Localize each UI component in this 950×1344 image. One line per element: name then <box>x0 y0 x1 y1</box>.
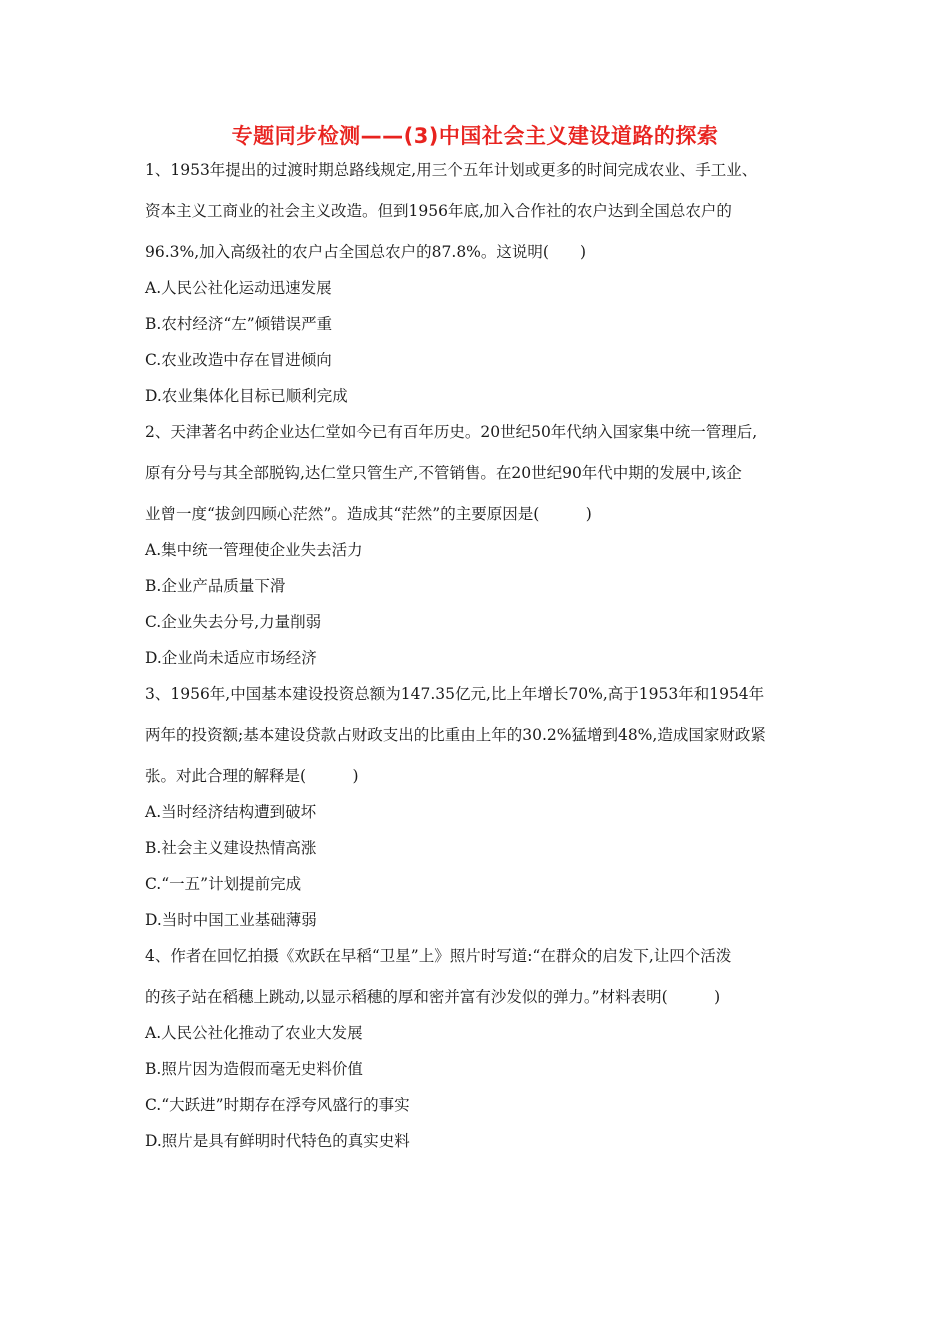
option-c: C.“大跃进”时期存在浮夸风盛行的事实 <box>145 1096 410 1114</box>
option-b: B.农村经济“左”倾错误严重 <box>145 315 333 333</box>
question-stem-line: 4、作者在回忆拍摄《欢跃在早稻“卫星”上》照片时写道:“在群众的启发下,让四个活泼 <box>145 947 732 965</box>
question-stem-line: 2、天津著名中药企业达仁堂如今已有百年历史。20世纪50年代纳入国家集中统一管理后, <box>145 423 758 441</box>
option-d: D.当时中国工业基础薄弱 <box>145 911 317 929</box>
question-list <box>145 160 810 1167</box>
option-a: A.当时经济结构遭到破坏 <box>145 803 317 821</box>
question-1 <box>145 160 810 406</box>
question-stem-line: 96.3%,加入高级社的农户占全国总农户的87.8%。这说明( ) <box>145 243 587 261</box>
option-b: B.照片因为造假而毫无史料价值 <box>145 1060 363 1078</box>
option-c: C.农业改造中存在冒进倾向 <box>145 351 332 369</box>
option-b: B.社会主义建设热情高涨 <box>145 839 317 857</box>
option-c: C.“一五”计划提前完成 <box>145 875 302 893</box>
question-stem-line: 业曾一度“拔剑四顾心茫然”。造成其“茫然”的主要原因是( ) <box>145 505 592 523</box>
question-stem-line: 张。对此合理的解释是( ) <box>145 767 359 785</box>
question-2 <box>145 422 810 668</box>
question-stem-line: 原有分号与其全部脱钩,达仁堂只管生产,不管销售。在20世纪90年代中期的发展中,该企 <box>145 464 742 482</box>
question-stem-line: 的孩子站在稻穗上跳动,以显示稻穗的厚和密并富有沙发似的弹力。”材料表明( ) <box>145 988 721 1006</box>
question-stem-line: 资本主义工商业的社会主义改造。但到1956年底,加入合作社的农户达到全国总农户的 <box>145 202 732 220</box>
option-a: A.集中统一管理使企业失去活力 <box>145 541 363 559</box>
question-stem-line: 两年的投资额;基本建设贷款占财政支出的比重由上年的30.2%猛增到48%,造成国家财政紧 <box>145 726 766 744</box>
option-c: C.企业失去分号,力量削弱 <box>145 613 322 631</box>
option-d: D.农业集体化目标已顺利完成 <box>145 387 348 405</box>
question-stem-line: 1、1953年提出的过渡时期总路线规定,用三个五年计划或更多的时间完成农业、手工业、 <box>145 161 758 179</box>
question-4 <box>145 946 810 1151</box>
option-d: D.企业尚未适应市场经济 <box>145 649 317 667</box>
option-a: A.人民公社化推动了农业大发展 <box>145 1024 363 1042</box>
question-stem-line: 3、1956年,中国基本建设投资总额为147.35亿元,比上年增长70%,高于1953年和1954年 <box>145 685 765 703</box>
option-b: B.企业产品质量下滑 <box>145 577 286 595</box>
option-a: A.人民公社化运动迅速发展 <box>145 279 332 297</box>
option-d: D.照片是具有鲜明时代特色的真实史料 <box>145 1132 410 1150</box>
document-title: 专题同步检测——(3)中国社会主义建设道路的探索 <box>231 124 719 148</box>
question-3 <box>145 684 810 930</box>
